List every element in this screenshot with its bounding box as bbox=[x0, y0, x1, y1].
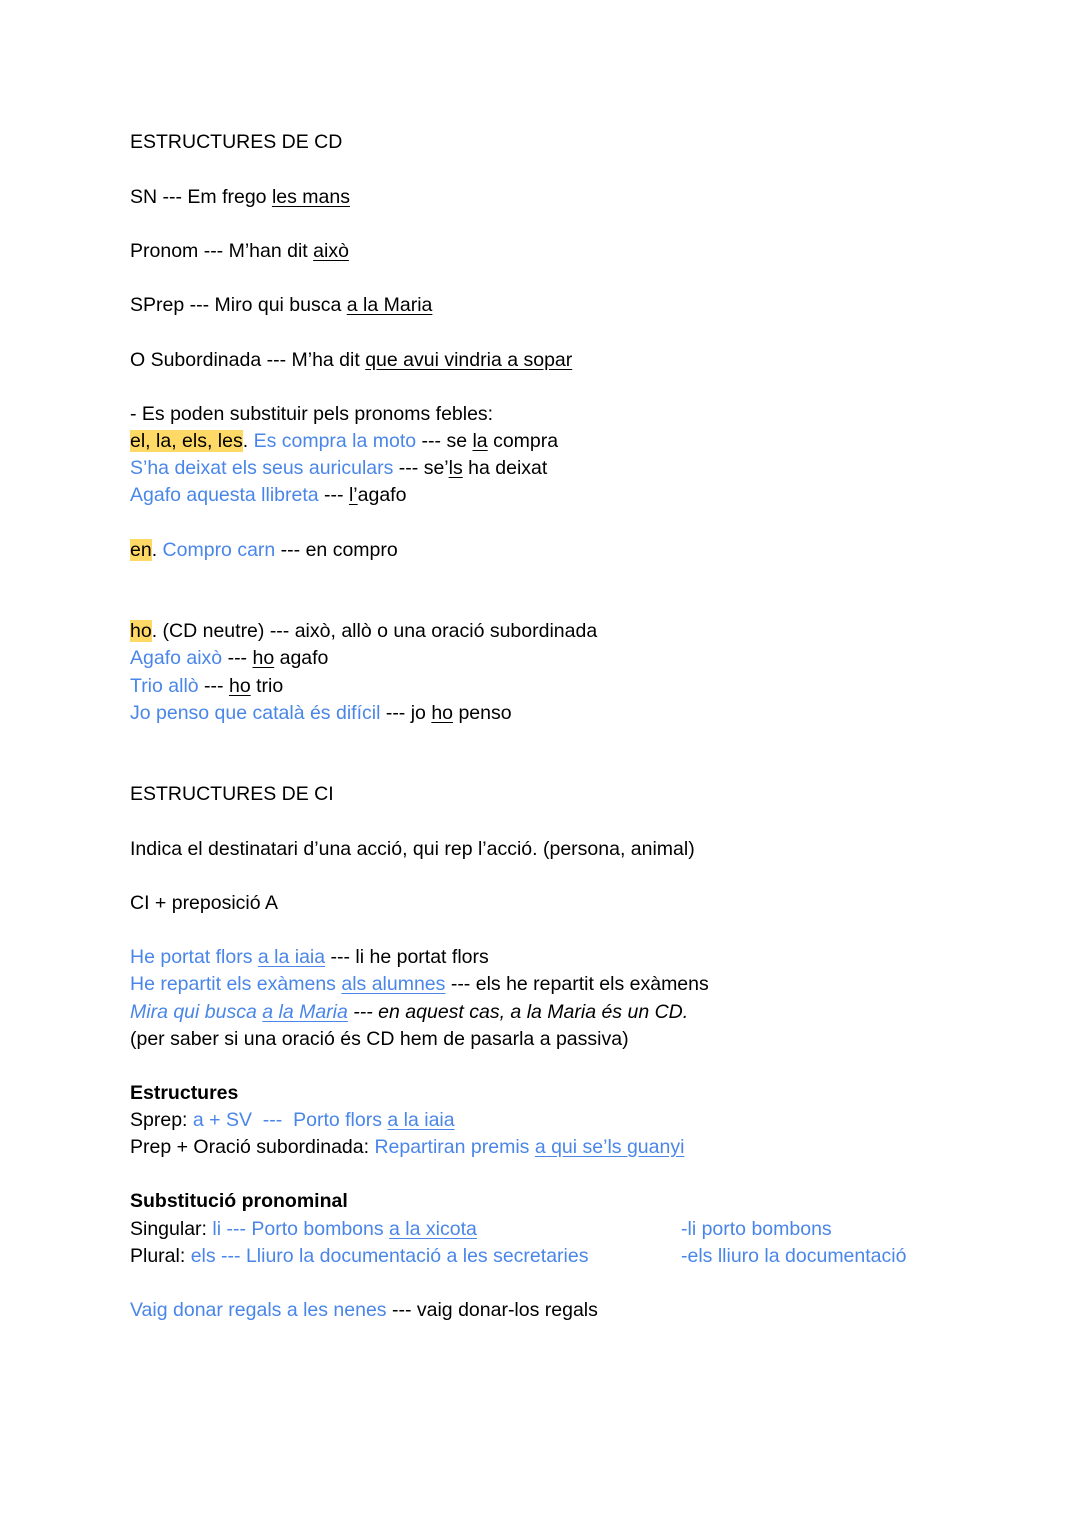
cd-ex2 bbox=[130, 455, 547, 481]
highlighted-text: el, la, els, les bbox=[130, 430, 243, 452]
text-run: SN --- Em frego bbox=[130, 186, 272, 208]
text-run: - Es poden substituir pels pronoms febles: bbox=[130, 403, 494, 425]
text-run: agafo bbox=[357, 484, 407, 506]
text-run: ha deixat bbox=[462, 457, 548, 479]
text-run: CI + preposició A bbox=[130, 892, 278, 914]
highlighted-text: en bbox=[130, 539, 152, 561]
underlined-text: a la iaia bbox=[387, 1109, 455, 1131]
text-run: -li porto bombons bbox=[681, 1218, 832, 1240]
cd-ho-ex1 bbox=[130, 645, 328, 671]
text-run: li --- Porto bombons bbox=[212, 1218, 390, 1240]
highlighted-text: ho bbox=[130, 620, 152, 642]
text-run: SPrep --- Miro qui busca bbox=[130, 294, 347, 316]
ci-sprep bbox=[130, 1107, 455, 1133]
heading-ci bbox=[130, 781, 334, 807]
text-run: Pronom --- M’han dit bbox=[130, 240, 314, 262]
ci-singular-result bbox=[681, 1216, 832, 1242]
cd-en bbox=[130, 537, 398, 563]
cd-pronom bbox=[130, 238, 349, 264]
ci-note bbox=[130, 1026, 629, 1052]
text-run: Jo penso que català és difícil bbox=[130, 702, 381, 724]
underlined-text: la bbox=[472, 430, 488, 452]
ci-singular bbox=[130, 1216, 477, 1242]
cd-pronoms-febles bbox=[130, 401, 493, 427]
text-run: (per saber si una oració és CD hem de pasarla a passiva) bbox=[130, 1028, 629, 1050]
text-run: Agafo aquesta llibreta bbox=[130, 484, 319, 506]
cd-subordinada bbox=[130, 347, 572, 373]
text-run: --- en compro bbox=[275, 539, 398, 561]
text-run: O Subordinada --- M’ha dit bbox=[130, 349, 366, 371]
text-run: Trio allò bbox=[130, 675, 199, 697]
cd-ho-ex2 bbox=[130, 673, 283, 699]
cd-ho-ex3 bbox=[130, 700, 512, 726]
underlined-text: a qui se’ls guanyi bbox=[534, 1136, 685, 1158]
text-run: S’ha deixat els seus auriculars bbox=[130, 457, 394, 479]
text-run: ESTRUCTURES DE CD bbox=[130, 131, 343, 153]
heading-cd bbox=[130, 129, 342, 155]
text-run: Agafo això bbox=[130, 647, 223, 669]
ci-plural-result bbox=[681, 1243, 906, 1269]
text-run: --- bbox=[318, 484, 349, 506]
ci-prep bbox=[130, 890, 278, 916]
text-run: Prep + Oració subordinada: bbox=[130, 1136, 375, 1158]
ci-def bbox=[130, 836, 695, 862]
text-run: trio bbox=[250, 675, 284, 697]
text-run: penso bbox=[453, 702, 512, 724]
underlined-text: ho bbox=[431, 702, 454, 724]
underlined-text: a la xicota bbox=[389, 1218, 477, 1240]
underlined-text: a la Maria bbox=[346, 294, 433, 316]
underlined-text: a la iaia bbox=[257, 946, 326, 968]
cd-sprep bbox=[130, 292, 432, 318]
ci-ex3 bbox=[130, 999, 688, 1025]
text-run: --- se’ bbox=[393, 457, 449, 479]
text-run: ESTRUCTURES DE CI bbox=[130, 783, 334, 805]
text-run: . (CD neutre) --- això, allò o una oració subordinada bbox=[151, 620, 598, 642]
text-run: --- se bbox=[416, 430, 473, 452]
text-run: agafo bbox=[274, 647, 329, 669]
text-run: Plural: bbox=[130, 1245, 191, 1267]
underlined-text: ls bbox=[448, 457, 463, 479]
text-run: --- bbox=[222, 647, 253, 669]
text-run: -els lliuro la documentació bbox=[681, 1245, 907, 1267]
text-run: els --- Lliuro la documentació a les secretaries bbox=[190, 1245, 589, 1267]
text-run: Estructures bbox=[130, 1082, 239, 1104]
cd-sn bbox=[130, 184, 350, 210]
ci-prep-oracio bbox=[130, 1134, 684, 1160]
cd-ex3 bbox=[130, 482, 406, 508]
text-run: He repartit els exàmens bbox=[130, 973, 342, 995]
text-run: --- bbox=[198, 675, 229, 697]
text-run: Substitució pronominal bbox=[130, 1190, 348, 1212]
underlined-text: als alumnes bbox=[341, 973, 446, 995]
text-run: He portat flors bbox=[130, 946, 258, 968]
text-run: Compro carn bbox=[162, 539, 276, 561]
text-run: . bbox=[151, 539, 163, 561]
underlined-text: ho bbox=[228, 675, 251, 697]
ci-estructures-heading bbox=[130, 1080, 238, 1106]
cd-ho bbox=[130, 618, 597, 644]
ci-final bbox=[130, 1297, 598, 1323]
cd-el-la bbox=[130, 428, 558, 454]
text-run: --- li he portat flors bbox=[325, 946, 489, 968]
ci-ex1 bbox=[130, 944, 489, 970]
underlined-text: l’ bbox=[348, 484, 358, 506]
text-run: --- els he repartit els exàmens bbox=[445, 973, 709, 995]
text-run: --- vaig donar-los regals bbox=[386, 1299, 598, 1321]
ci-ex2 bbox=[130, 971, 709, 997]
text-run: Sprep: bbox=[130, 1109, 193, 1131]
text-run: Es compra la moto bbox=[253, 430, 417, 452]
text-run: Indica el destinatari d’una acció, qui rep l’acció. (persona, animal) bbox=[130, 838, 695, 860]
text-run: Singular: bbox=[130, 1218, 213, 1240]
text-run: Repartiran premis bbox=[374, 1136, 535, 1158]
text-run: Mira qui busca bbox=[130, 1001, 263, 1023]
ci-substitucio-heading bbox=[130, 1188, 348, 1214]
underlined-text: que avui vindria a sopar bbox=[365, 349, 573, 371]
text-run: --- en aquest cas, a la Maria és un CD. bbox=[347, 1001, 689, 1023]
text-run: compra bbox=[487, 430, 559, 452]
ci-plural bbox=[130, 1243, 588, 1269]
text-run: Vaig donar regals a les nenes bbox=[130, 1299, 387, 1321]
underlined-text: a la Maria bbox=[262, 1001, 348, 1023]
text-run: . bbox=[242, 430, 254, 452]
underlined-text: les mans bbox=[271, 186, 350, 208]
text-run: --- jo bbox=[380, 702, 432, 724]
underlined-text: això bbox=[313, 240, 349, 262]
underlined-text: ho bbox=[252, 647, 275, 669]
text-run: a + SV --- Porto flors bbox=[192, 1109, 388, 1131]
